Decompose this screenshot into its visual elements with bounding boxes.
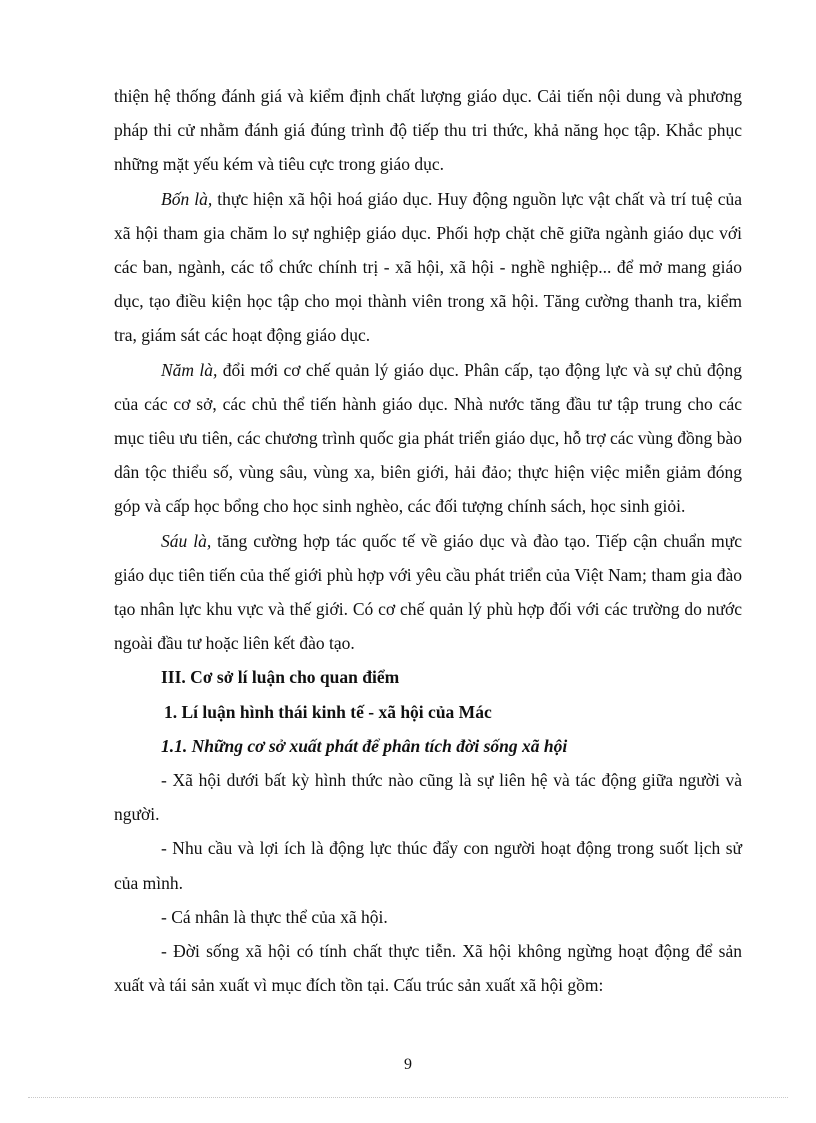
bullet-item-4: - Đời sống xã hội có tính chất thực tiễn. Xã hội không ngừng hoạt động để sản xuất và tái sản xuất vì mục đích tồn tại. Cấu trúc sản xuất xã hội gồm: (114, 941, 742, 996)
section-heading-iii: III. Cơ sở lí luận cho quan điểm (161, 667, 400, 688)
bullet-item-3: - Cá nhân là thực thể của xã hội. (161, 906, 388, 927)
paragraph-3-text: đổi mới cơ chế quản lý giáo dục. Phân cấp, tạo động lực và sự chủ động của các cơ sở, các chủ thể tiến hành giáo dục. Nhà nước tăng đầu tư tập trung cho các mục tiêu ưu tiên, các chương trình quốc gia phát triển giáo dục, hỗ trợ các vùng đồng bào dân tộc thiểu số, vùng sâu, vùng xa, biên giới, hải đảo; thực hiện việc miễn giảm đóng góp và cấp học bổng cho học sinh nghèo, các đối tượng chính sách, học sinh giỏi. (114, 359, 742, 517)
footer-divider (28, 1097, 788, 1098)
paragraph-4 (114, 524, 742, 661)
paragraph-2 (114, 182, 742, 353)
paragraph-2-text: thực hiện xã hội hoá giáo dục. Huy động nguồn lực vật chất và trí tuệ của xã hội tham gia chăm lo sự nghiệp giáo dục. Phối hợp chặt chẽ giữa ngành giáo dục với các ban, ngành, các tổ chức chính trị - xã hội, xã hội - nghề nghiệp... để mở mang giáo dục, tạo điều kiện học tập cho mọi thành viên trong xã hội. Tăng cường thanh tra, kiểm tra, giám sát các hoạt động giáo dục. (114, 188, 742, 346)
paragraph-4-text: tăng cường hợp tác quốc tế về giáo dục và đào tạo. Tiếp cận chuẩn mực giáo dục tiên tiến của thế giới phù hợp với yêu cầu phát triển của Việt Nam; tham gia đào tạo nhân lực khu vực và thế giới. Có cơ chế quản lý phù hợp đối với các trường do nước ngoài đầu tư hoặc liên kết đào tạo. (114, 530, 742, 654)
paragraph-3 (114, 353, 742, 524)
bullet-item-1: - Xã hội dưới bất kỳ hình thức nào cũng là sự liên hệ và tác động giữa người và người. (114, 770, 742, 825)
paragraph-3-lead: Năm là, (161, 359, 218, 380)
paragraph-2-lead: Bốn là, (161, 188, 213, 209)
paragraph-4-lead: Sáu là, (161, 530, 212, 551)
bullet-item-2: - Nhu cầu và lợi ích là động lực thúc đẩy con người hoạt động trong suốt lịch sử của mình. (114, 838, 742, 893)
page-number: 9 (404, 1056, 412, 1073)
document-body (114, 79, 742, 1002)
section-heading-1-1: 1.1. Những cơ sở xuất phát để phân tích đời sống xã hội (161, 735, 568, 756)
section-heading-1: 1. Lí luận hình thái kinh tế - xã hội của Mác (164, 701, 492, 722)
paragraph-1: thiện hệ thống đánh giá và kiểm định chất lượng giáo dục. Cải tiến nội dung và phương pháp thi cử nhằm đánh giá đúng trình độ tiếp thu tri thức, khả năng học tập. Khắc phục những mặt yếu kém và tiêu cực trong giáo dục. (114, 86, 742, 175)
